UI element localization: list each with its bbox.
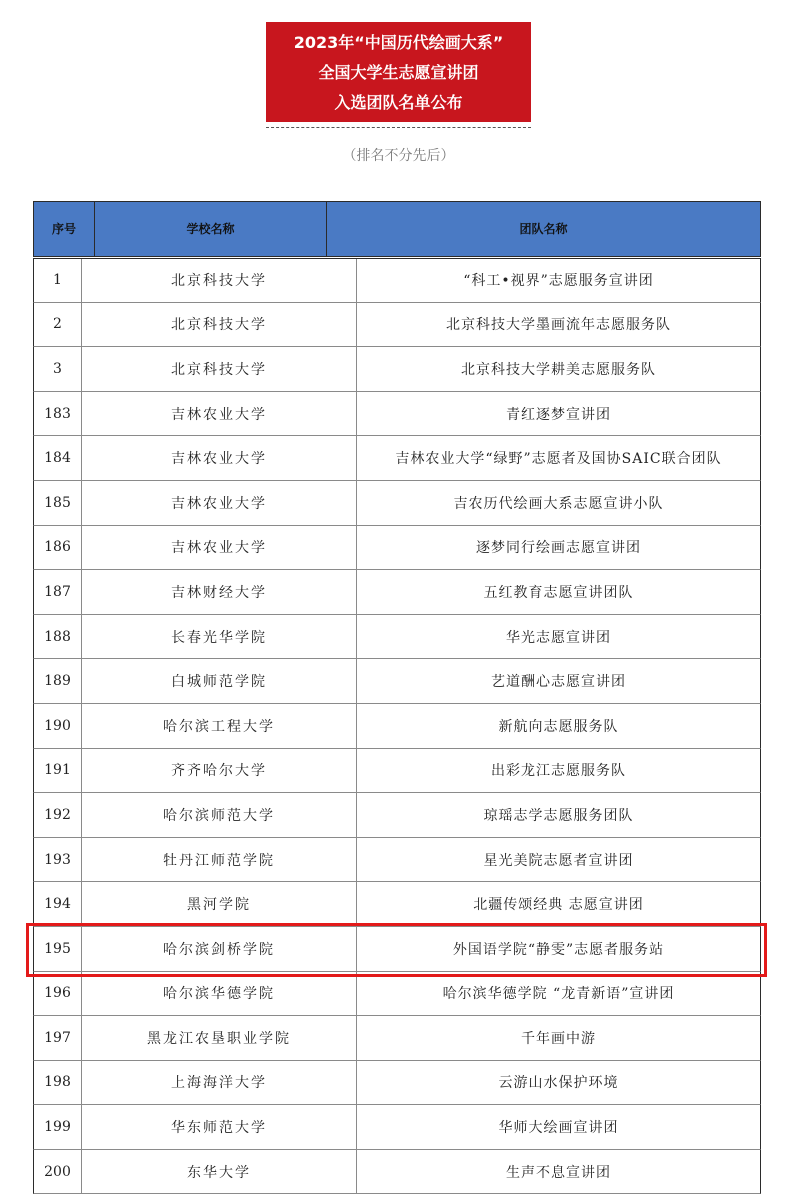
row-number: 187: [34, 570, 82, 614]
table-row: [33, 615, 761, 660]
school-name: 北京科技大学: [82, 259, 357, 302]
row-number: 196: [34, 972, 82, 1016]
team-name: 北疆传颂经典 志愿宣讲团: [473, 897, 644, 914]
table-row: [33, 392, 761, 437]
school-name: 吉林财经大学: [82, 570, 357, 614]
row-number: 195: [34, 927, 82, 971]
row-number: 193: [34, 838, 82, 882]
row-number: 194: [34, 882, 82, 926]
table-row: [33, 882, 761, 927]
school-name: 白城师范学院: [82, 659, 357, 703]
table-row: [33, 1061, 761, 1106]
table-row: [33, 1105, 761, 1150]
title-banner: [266, 22, 531, 122]
table-body: [33, 258, 761, 1194]
school-name: 吉林农业大学: [82, 481, 357, 525]
school-name: 齐齐哈尔大学: [82, 749, 357, 793]
row-number: 190: [34, 704, 82, 748]
school-name: 哈尔滨剑桥学院: [82, 927, 357, 971]
row-number: 184: [34, 436, 82, 480]
table-row: [33, 793, 761, 838]
table-header: [33, 201, 761, 257]
table-row: [33, 838, 761, 883]
header-school: 学校名称: [95, 202, 327, 256]
table-row: [33, 1150, 761, 1195]
school-name: 吉林农业大学: [82, 526, 357, 570]
school-name: 牡丹江师范学院: [82, 838, 357, 882]
team-name: 吉农历代绘画大系志愿宣讲小队: [453, 495, 664, 512]
team-name: 华师大绘画宣讲团: [498, 1120, 619, 1137]
row-number: 197: [34, 1016, 82, 1060]
team-name: 艺道酬心志愿宣讲团: [491, 674, 626, 691]
row-number: 186: [34, 526, 82, 570]
school-name: 北京科技大学: [82, 347, 357, 391]
row-number: 189: [34, 659, 82, 703]
team-name: 出彩龙江志愿服务队: [491, 763, 626, 780]
team-name: 生声不息宣讲团: [506, 1164, 611, 1181]
banner-line-1: 2023年“中国历代绘画大系”: [293, 33, 504, 52]
team-name: “科工•视界”志愿服务宣讲团: [463, 273, 654, 290]
school-name: 长春光华学院: [82, 615, 357, 659]
row-number: 192: [34, 793, 82, 837]
table-row: [33, 749, 761, 794]
table-row: [33, 347, 761, 392]
header-team: 团队名称: [519, 222, 568, 236]
row-number: 200: [34, 1150, 82, 1194]
school-name: 吉林农业大学: [82, 392, 357, 436]
banner-line-2: 全国大学生志愿宣讲团: [318, 63, 479, 82]
team-name: 吉林农业大学“绿野”志愿者及国协SAIC联合团队: [395, 451, 722, 468]
table-row: [33, 1016, 761, 1061]
table-row: [33, 258, 761, 303]
table-row: [33, 570, 761, 615]
school-name: 北京科技大学: [82, 303, 357, 347]
school-name: 东华大学: [82, 1150, 357, 1194]
row-number: 188: [34, 615, 82, 659]
school-name: 黑河学院: [82, 882, 357, 926]
row-number: 2: [34, 303, 82, 347]
ranking-note: （排名不分先后）: [342, 148, 455, 164]
team-name: 千年画中游: [521, 1030, 596, 1047]
team-name: 星光美院志愿者宣讲团: [483, 852, 634, 869]
row-number: 3: [34, 347, 82, 391]
dashed-divider: [266, 127, 531, 128]
team-name: 逐梦同行绘画志愿宣讲团: [476, 540, 641, 557]
table-row: [33, 704, 761, 749]
team-name: 五红教育志愿宣讲团队: [483, 584, 634, 601]
team-name: 哈尔滨华德学院 “龙青新语”宣讲团: [442, 986, 675, 1003]
school-name: 黑龙江农垦职业学院: [82, 1016, 357, 1060]
team-name: 青红逐梦宣讲团: [506, 406, 611, 423]
row-number: 198: [34, 1061, 82, 1105]
school-name: 上海海洋大学: [82, 1061, 357, 1105]
school-name: 哈尔滨华德学院: [82, 972, 357, 1016]
table-row: [33, 659, 761, 704]
table-row: [33, 972, 761, 1017]
table-row: [33, 436, 761, 481]
team-name: 北京科技大学墨画流年志愿服务队: [446, 317, 671, 334]
header-no: 序号: [34, 202, 95, 256]
team-name: 华光志愿宣讲团: [506, 629, 611, 646]
banner-line-3: 入选团队名单公布: [334, 93, 463, 112]
row-number: 185: [34, 481, 82, 525]
table-row: [33, 927, 761, 972]
table-row: [33, 303, 761, 348]
row-number: 191: [34, 749, 82, 793]
row-number: 199: [34, 1105, 82, 1149]
table-row: [33, 481, 761, 526]
school-name: 吉林农业大学: [82, 436, 357, 480]
team-name: 北京科技大学耕美志愿服务队: [461, 361, 656, 378]
team-name: 新航向志愿服务队: [498, 718, 619, 735]
team-name: 琼瑶志学志愿服务团队: [483, 807, 634, 824]
team-name: 外国语学院“静雯”志愿者服务站: [452, 941, 665, 958]
row-number: 1: [34, 259, 82, 302]
school-name: 哈尔滨工程大学: [82, 704, 357, 748]
school-name: 华东师范大学: [82, 1105, 357, 1149]
table-row: [33, 526, 761, 571]
school-name: 哈尔滨师范大学: [82, 793, 357, 837]
row-number: 183: [34, 392, 82, 436]
team-name: 云游山水保护环境: [498, 1075, 619, 1092]
